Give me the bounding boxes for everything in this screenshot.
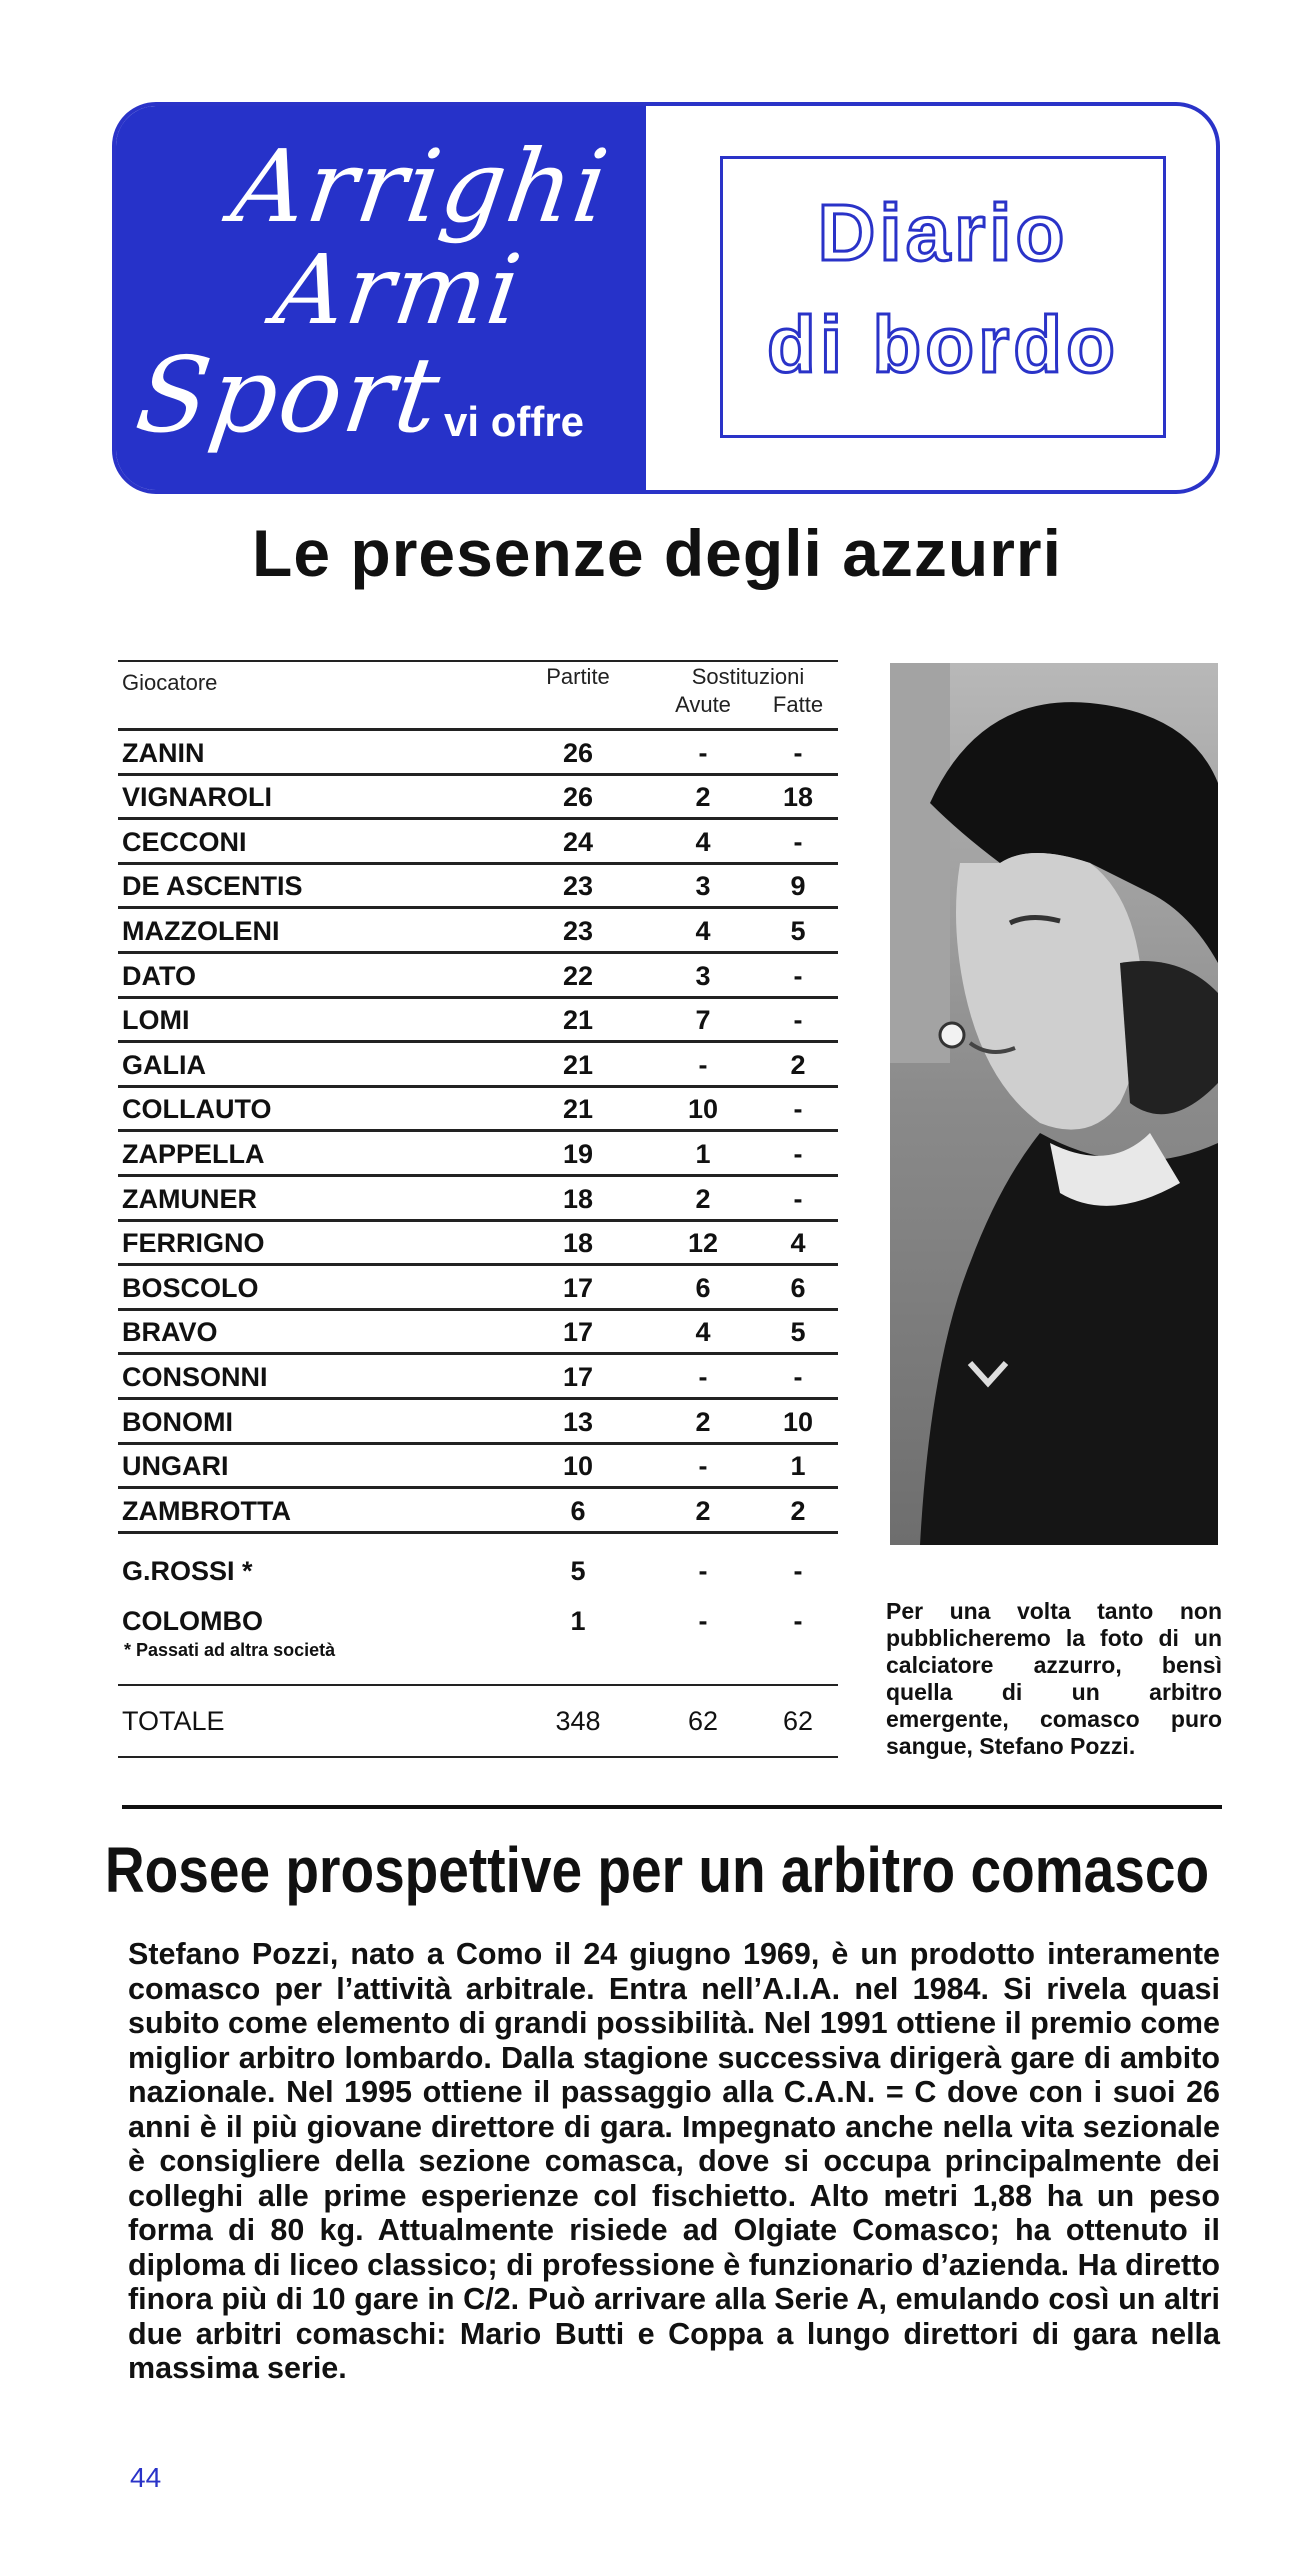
player-name: ZAMUNER [122, 1183, 257, 1214]
subs-made: 2 [790, 1049, 806, 1080]
matches: 5 [570, 1555, 586, 1586]
player-name: COLOMBO [122, 1605, 263, 1636]
matches: 21 [562, 1005, 594, 1036]
total-received: 62 [687, 1705, 719, 1736]
subs-made: - [793, 1005, 803, 1036]
table-row [118, 1355, 838, 1400]
subs-made: - [793, 826, 803, 857]
page-number: 44 [130, 2462, 162, 2493]
table-row [118, 820, 838, 865]
matches: 21 [562, 1094, 594, 1125]
table-extra [118, 1550, 838, 1640]
subs-made: 10 [782, 1406, 814, 1437]
table-row [118, 999, 838, 1044]
brand-line-2: Armi [268, 234, 529, 346]
section-title-box [720, 156, 1166, 438]
table-row [118, 1600, 838, 1640]
subs-received: 12 [687, 1228, 719, 1259]
table-row [118, 1311, 838, 1356]
subs-received: 2 [695, 782, 711, 813]
subs-received: 4 [695, 1317, 711, 1348]
matches: 23 [562, 915, 594, 946]
subs-made: - [793, 1183, 803, 1214]
matches: 17 [562, 1272, 594, 1303]
subs-received: 2 [695, 1406, 711, 1437]
table-row [118, 1132, 838, 1177]
player-name: ZANIN [122, 737, 205, 768]
photo-caption: Per una volta tanto non pubblicheremo la foto di un calciatore azzurro, bensì quella di un arbitro emergente, comasco puro sangue, Stefano Pozzi. [886, 1598, 1222, 1759]
subs-received: 3 [695, 960, 711, 991]
section-title-line-2: di bordo [767, 300, 1119, 389]
player-name: BONOMI [122, 1406, 233, 1437]
total-label: TOTALE [122, 1705, 225, 1736]
table-row [118, 1266, 838, 1311]
table-row [118, 909, 838, 954]
subs-received: - [698, 1361, 708, 1392]
matches: 21 [562, 1049, 594, 1080]
section-title-line-1: Diario [817, 188, 1069, 277]
table-row [118, 1177, 838, 1222]
sponsor-panel [116, 106, 646, 490]
player-name: MAZZOLENI [122, 915, 280, 946]
article-title: Rosee prospettive per un arbitro comasco [104, 1834, 1210, 1906]
table-row [118, 1489, 838, 1534]
matches: 18 [562, 1183, 594, 1214]
offer-text: vi offre [444, 398, 585, 445]
subs-received: - [698, 1049, 708, 1080]
matches: 10 [562, 1451, 594, 1482]
player-name: G.ROSSI * [122, 1555, 253, 1586]
player-name: FERRIGNO [122, 1228, 265, 1259]
table-row [118, 865, 838, 910]
subs-received: - [698, 1555, 708, 1586]
table-row [118, 1088, 838, 1133]
player-name: UNGARI [122, 1451, 229, 1482]
subs-made: - [793, 737, 803, 768]
player-name: COLLAUTO [122, 1094, 272, 1125]
brand-line-1: Arrighi [225, 128, 617, 245]
divider [122, 1805, 1222, 1809]
brand-line-3: Sport [129, 334, 449, 456]
subs-made: 2 [790, 1495, 806, 1526]
subs-received: 2 [695, 1183, 711, 1214]
subs-made: 1 [790, 1451, 806, 1482]
subs-made: - [793, 1555, 803, 1586]
subs-made: 9 [790, 871, 806, 902]
subs-received: 3 [695, 871, 711, 902]
matches: 17 [562, 1317, 594, 1348]
table-row [118, 954, 838, 999]
subs-made: 5 [790, 915, 806, 946]
player-name: GALIA [122, 1049, 206, 1080]
matches: 22 [562, 960, 594, 991]
table-row [118, 1400, 838, 1445]
header-received: Avute [675, 692, 731, 717]
subs-made: 18 [782, 782, 814, 813]
header-made: Fatte [772, 692, 824, 717]
referee-photo [890, 663, 1218, 1545]
matches: 19 [562, 1138, 594, 1169]
table-row [118, 1222, 838, 1267]
header-matches: Partite [546, 664, 610, 689]
subs-received: - [698, 1451, 708, 1482]
subs-received: 4 [695, 826, 711, 857]
subs-made: - [793, 1094, 803, 1125]
table-row [118, 776, 838, 821]
table-row [118, 1550, 838, 1600]
subs-made: 6 [790, 1272, 806, 1303]
matches: 26 [562, 737, 594, 768]
appearances-table [118, 660, 838, 1758]
header-player: Giocatore [122, 670, 218, 695]
matches: 18 [562, 1228, 594, 1259]
matches: 17 [562, 1361, 594, 1392]
subs-received: 10 [687, 1094, 719, 1125]
page-title: Le presenze degli azzurri [252, 516, 1062, 590]
player-name: BRAVO [122, 1317, 218, 1348]
subs-received: - [698, 737, 708, 768]
header-banner [112, 102, 1220, 494]
player-name: ZAPPELLA [122, 1138, 265, 1169]
subs-made: 4 [790, 1228, 806, 1259]
subs-made: - [793, 1605, 803, 1636]
subs-received: 2 [695, 1495, 711, 1526]
matches: 26 [562, 782, 594, 813]
matches: 13 [562, 1406, 594, 1437]
matches: 6 [570, 1495, 586, 1526]
subs-made: - [793, 960, 803, 991]
subs-made: - [793, 1361, 803, 1392]
matches: 1 [570, 1605, 586, 1636]
total-made: 62 [782, 1705, 814, 1736]
subs-received: 1 [695, 1138, 711, 1169]
subs-received: - [698, 1605, 708, 1636]
subs-received: 4 [695, 915, 711, 946]
total-row [118, 1686, 838, 1758]
table-row [118, 1445, 838, 1490]
subs-made: 5 [790, 1317, 806, 1348]
subs-received: 7 [695, 1005, 711, 1036]
subs-received: 6 [695, 1272, 711, 1303]
player-name: LOMI [122, 1005, 190, 1036]
table-row [118, 1043, 838, 1088]
article-body: Stefano Pozzi, nato a Como il 24 giugno 1969, è un prodotto interamente comasco per l’attività arbitrale. Entra nell’A.I.A. nel 1984. Si rivela quasi subito come elemento di grandi possibilità. Nel 1991 ottiene il premio come miglior arbitro lombardo. Dalla stagione successiva dirigerà gare di ambito nazionale. Nel 1995 ottiene il passaggio alla C.A.N. = C dove con i suoi 26 anni è il più giovane direttore di gara. Impegnato anche nella vita sezionale è consigliere della sezione comasca, dove si occupa principalmente dei colleghi alle prime esperienze col fischietto. Alto metri 1,88 ha un peso forma di 80 kg. Attualmente risiede ad Olgiate Comasco; ha ottenuto il diploma di liceo classico; di professione è funzionario d’azienda. Ha diretto finora più di 10 gare in C/2. Può arrivare alla Serie A, emulando così un altri due arbitri comaschi: Mario Butti e Coppa a lungo direttori di gara nella massima serie. [128, 1937, 1220, 2385]
subs-made: - [793, 1138, 803, 1169]
player-name: CECCONI [122, 826, 247, 857]
referee-photo-image [890, 663, 1218, 1545]
matches: 23 [562, 871, 594, 902]
table-row [118, 731, 838, 776]
header-subs: Sostituzioni [691, 664, 805, 689]
table-header [118, 660, 838, 731]
total-matches: 348 [555, 1705, 601, 1736]
player-name: ZAMBROTTA [122, 1495, 291, 1526]
player-name: BOSCOLO [122, 1272, 259, 1303]
player-name: CONSONNI [122, 1361, 268, 1392]
player-name: DE ASCENTIS [122, 871, 303, 902]
table-body [118, 731, 838, 1534]
player-name: DATO [122, 960, 196, 991]
footnote: * Passati ad altra società [118, 1640, 838, 1686]
player-name: VIGNAROLI [122, 782, 273, 813]
matches: 24 [562, 826, 594, 857]
